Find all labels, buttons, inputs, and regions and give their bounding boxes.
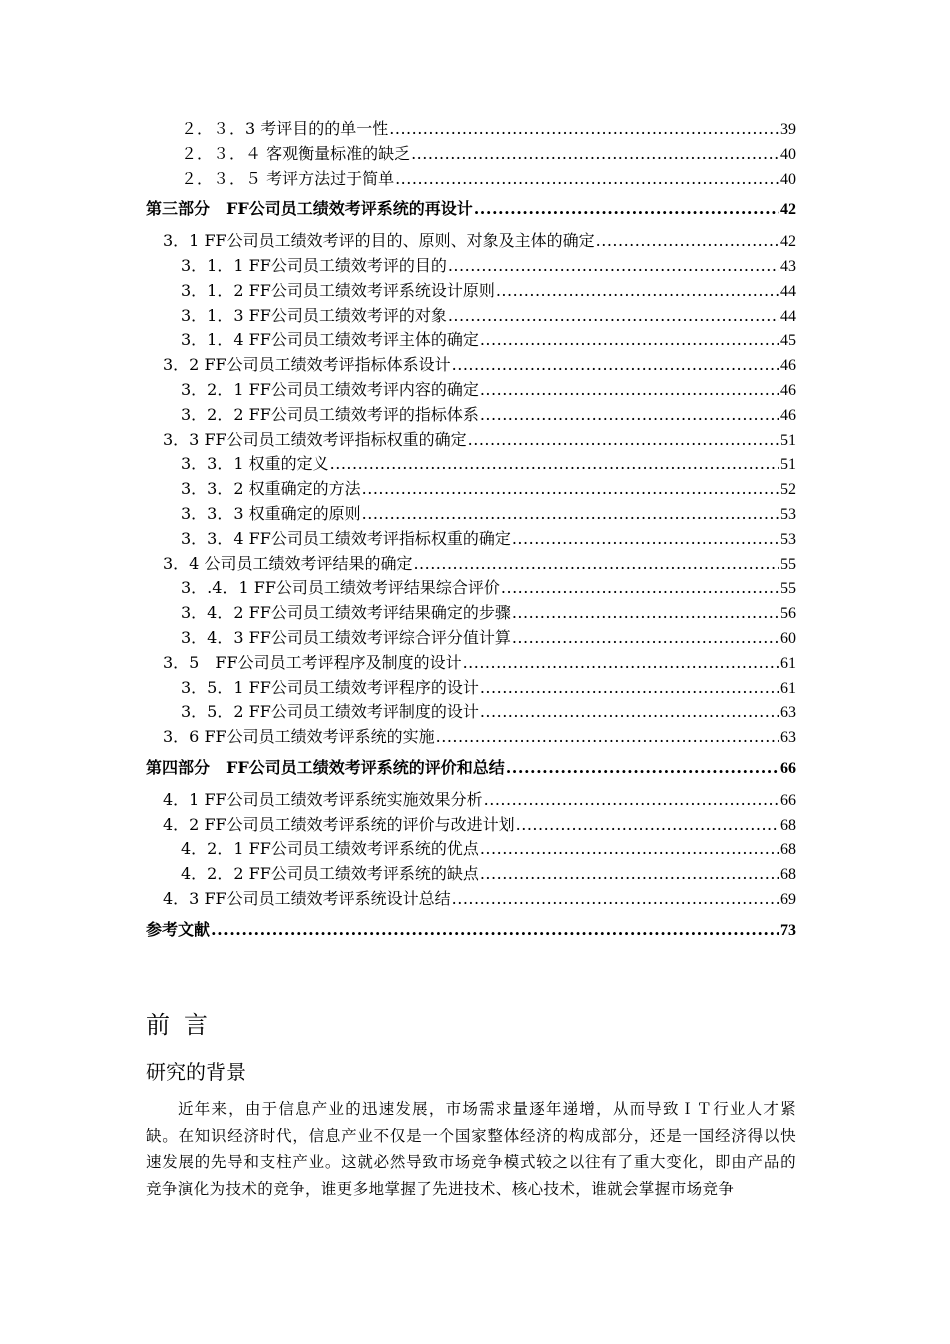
toc-entry[interactable] (146, 887, 796, 912)
toc-entry[interactable] (146, 117, 796, 142)
toc-entry[interactable] (146, 167, 796, 192)
toc-leader-dots (480, 837, 779, 862)
toc-entry-label: 3．6 FF公司员工绩效考评系统的实施 (163, 727, 435, 747)
toc-page-number: 68 (780, 841, 796, 859)
toc-entry[interactable] (146, 452, 796, 477)
toc-page-number: 46 (780, 357, 796, 375)
toc-leader-dots (480, 378, 779, 403)
toc-entry[interactable] (146, 142, 796, 167)
toc-entry[interactable] (146, 229, 796, 254)
toc-entry-label: 3．3．3 权重确定的原则 (181, 503, 361, 523)
toc-leader-dots (512, 527, 779, 552)
toc-entry[interactable] (146, 552, 796, 577)
toc-entry[interactable] (146, 197, 796, 222)
toc-page-number: 51 (780, 431, 796, 449)
toc-entry[interactable] (146, 788, 796, 813)
toc-page-number: 46 (780, 406, 796, 424)
toc-page-number: 53 (780, 530, 796, 548)
toc-leader-dots (480, 403, 779, 428)
toc-entry-label: 4．2．1 FF公司员工绩效考评系统的优点 (181, 839, 479, 859)
toc-page-number: 42 (780, 233, 796, 251)
toc-entry[interactable] (146, 837, 796, 862)
toc-entry[interactable] (146, 725, 796, 750)
toc-page-number: 63 (780, 729, 796, 747)
toc-page-number: 53 (780, 505, 796, 523)
toc-page-number: 52 (780, 481, 796, 499)
toc-entry-label: 3．5 FF公司员工考评程序及制度的设计 (163, 652, 462, 672)
toc-entry-label: 4．3 FF公司员工绩效考评系统设计总结 (163, 888, 451, 908)
toc-leader-dots (362, 477, 779, 502)
toc-entry[interactable] (146, 756, 796, 781)
toc-entry-label: 4．2．2 FF公司员工绩效考评系统的缺点 (181, 864, 479, 884)
toc-entry-label: 3．4 公司员工绩效考评结果的确定 (163, 553, 413, 573)
toc-page-number: 44 (780, 282, 796, 300)
toc-leader-dots (480, 676, 779, 701)
toc-entry-label: ２．３．3 考评目的的单一性 (181, 119, 389, 138)
toc-entry-label: 4．1 FF公司员工绩效考评系统实施效果分析 (163, 789, 483, 809)
toc-leader-dots (389, 117, 779, 142)
toc-entry-label: 3．1．1 FF公司员工绩效考评的目的 (181, 255, 447, 275)
toc-entry[interactable] (146, 651, 796, 676)
toc-entry[interactable] (146, 378, 796, 403)
toc-page-number: 55 (780, 580, 796, 598)
toc-entry[interactable] (146, 626, 796, 651)
toc-entry[interactable] (146, 813, 796, 838)
toc-page-number: 60 (780, 629, 796, 647)
toc-entry[interactable] (146, 328, 796, 353)
table-of-contents (146, 117, 796, 950)
toc-page-number: 45 (780, 332, 796, 350)
toc-page-number: 40 (780, 145, 796, 163)
toc-leader-dots (480, 862, 779, 887)
toc-leader-dots (448, 304, 779, 329)
toc-leader-dots (516, 813, 779, 838)
toc-leader-dots (496, 279, 779, 304)
toc-entry-label: 3．1．2 FF公司员工绩效考评系统设计原则 (181, 280, 495, 300)
toc-leader-dots (463, 651, 779, 676)
toc-entry[interactable] (146, 700, 796, 725)
toc-leader-dots (413, 552, 779, 577)
toc-page-number: 39 (780, 121, 796, 138)
toc-entry-label: 3．4．3 FF公司员工绩效考评综合评分值计算 (181, 627, 511, 647)
toc-entry-label: 3．2．2 FF公司员工绩效考评的指标体系 (181, 404, 479, 424)
toc-leader-dots (468, 428, 779, 453)
toc-entry[interactable] (146, 676, 796, 701)
toc-entry[interactable] (146, 353, 796, 378)
toc-leader-dots (211, 918, 779, 943)
toc-entry-label: 第三部分 FF公司员工绩效考评系统的再设计 (146, 199, 473, 219)
body-paragraph: 近年来，由于信息产业的迅速发展，市场需求量逐年递增，从而导致ＩＴ行业人才紧缺。在知识经济时代，信息产业不仅是一个国家整体经济的构成部分，还是一国经济得以快速发展的先导和支柱产业。这就必然导致市场竞争模式较之以往有了重大变化，即由产品的竞争演化为技术的竞争，谁更多地掌握了先进技术、核心技术，谁就会掌握市场竞争 (146, 1100, 796, 1199)
toc-entry-label: 3．1．4 FF公司员工绩效考评主体的确定 (181, 330, 479, 350)
toc-leader-dots (501, 576, 779, 601)
toc-leader-dots (474, 197, 779, 222)
toc-entry[interactable] (146, 403, 796, 428)
toc-leader-dots (506, 756, 779, 781)
toc-page-number: 69 (780, 890, 796, 908)
toc-leader-dots (452, 887, 779, 912)
toc-entry-label: 3．1．3 FF公司员工绩效考评的对象 (181, 305, 447, 325)
toc-leader-dots (484, 788, 779, 813)
toc-entry-label: ２．３．４ 客观衡量标准的缺乏 (181, 143, 411, 163)
toc-entry-label: 3．3．4 FF公司员工绩效考评指标权重的确定 (181, 528, 511, 548)
toc-page-number: 43 (780, 257, 796, 275)
toc-entry[interactable] (146, 477, 796, 502)
subsection-heading-background: 研究的背景 (146, 1060, 246, 1084)
toc-leader-dots (436, 725, 779, 750)
toc-page-number: 61 (780, 679, 796, 697)
toc-entry-label: 4．2 FF公司员工绩效考评系统的评价与改进计划 (163, 814, 515, 834)
toc-page-number: 46 (780, 381, 796, 399)
toc-entry[interactable] (146, 918, 796, 943)
toc-entry-label: 参考文献 (146, 919, 211, 939)
toc-entry[interactable] (146, 576, 796, 601)
toc-entry-label: 3．.4．1 FF公司员工绩效考评结果综合评价 (181, 578, 500, 598)
toc-entry-label: 3．5．2 FF公司员工绩效考评制度的设计 (181, 702, 479, 722)
toc-page-number: 73 (780, 921, 796, 939)
toc-leader-dots (411, 142, 779, 167)
toc-page-number: 66 (780, 759, 796, 777)
toc-leader-dots (512, 626, 779, 651)
toc-entry-label: 3．3．1 权重的定义 (181, 454, 329, 474)
toc-leader-dots (480, 328, 779, 353)
toc-entry-label: 3．4．2 FF公司员工绩效考评结果确定的步骤 (181, 603, 511, 623)
toc-entry-label: 3．2 FF公司员工绩效考评指标体系设计 (163, 355, 451, 375)
toc-entry-label: 3．1 FF公司员工绩效考评的目的、原则、对象及主体的确定 (163, 231, 595, 251)
toc-leader-dots (448, 254, 779, 279)
toc-entry[interactable] (146, 502, 796, 527)
toc-entry[interactable] (146, 254, 796, 279)
toc-entry-label: 3．3．2 权重确定的方法 (181, 479, 361, 499)
toc-page-number: 55 (780, 555, 796, 573)
toc-leader-dots (596, 229, 779, 254)
toc-entry-label: 3．5．1 FF公司员工绩效考评程序的设计 (181, 677, 479, 697)
toc-page-number: 68 (780, 866, 796, 884)
section-heading-preface: 前言 (146, 1011, 222, 1039)
toc-entry[interactable] (146, 527, 796, 552)
toc-entry[interactable] (146, 862, 796, 887)
toc-page-number: 51 (780, 456, 796, 474)
toc-page-number: 68 (780, 816, 796, 834)
toc-entry-label: 3．3 FF公司员工绩效考评指标权重的确定 (163, 429, 467, 449)
toc-entry[interactable] (146, 428, 796, 453)
toc-leader-dots (362, 502, 779, 527)
toc-leader-dots (395, 167, 779, 192)
toc-page-number: 42 (780, 201, 796, 219)
toc-entry[interactable] (146, 279, 796, 304)
toc-entry[interactable] (146, 601, 796, 626)
toc-entry-label: 3．2．1 FF公司员工绩效考评内容的确定 (181, 379, 479, 399)
toc-entry-label: 第四部分 FF公司员工绩效考评系统的评价和总结 (146, 757, 505, 777)
toc-page-number: 63 (780, 704, 796, 722)
toc-leader-dots (452, 353, 779, 378)
toc-leader-dots (512, 601, 779, 626)
toc-page-number: 44 (780, 307, 796, 325)
toc-leader-dots (480, 700, 779, 725)
toc-page-number: 66 (780, 791, 796, 809)
toc-entry[interactable] (146, 304, 796, 329)
toc-page-number: 40 (780, 170, 796, 188)
toc-leader-dots (330, 452, 779, 477)
toc-page-number: 56 (780, 605, 796, 623)
toc-entry-label: ２．３．５ 考评方法过于简单 (181, 168, 395, 188)
toc-page-number: 61 (780, 654, 796, 672)
